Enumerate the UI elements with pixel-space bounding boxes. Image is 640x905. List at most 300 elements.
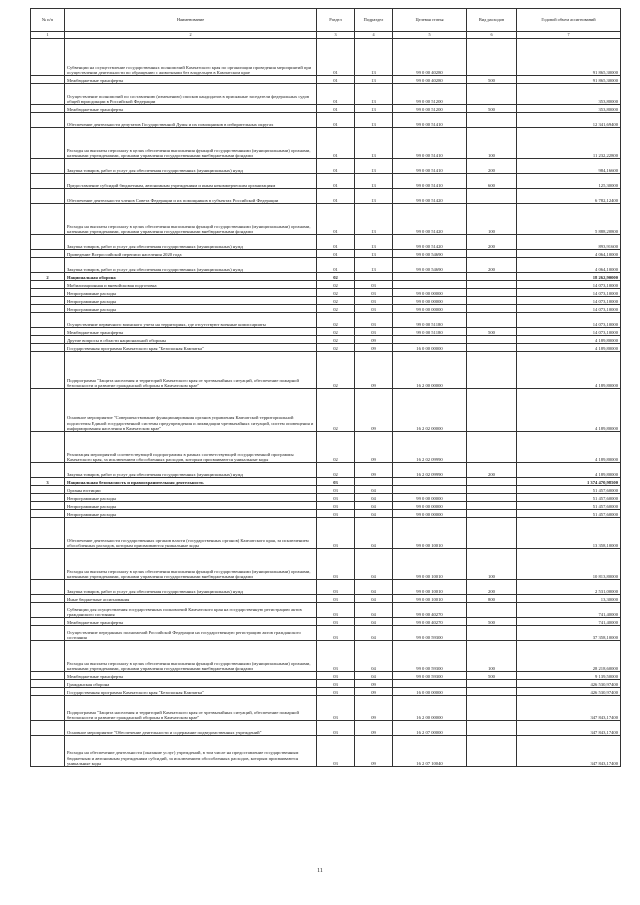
table-row xyxy=(31,297,621,305)
table-row xyxy=(31,250,621,258)
row-expense-cell: 200 xyxy=(467,463,517,478)
row-number-cell xyxy=(31,510,65,518)
row-name-cell: Расходы на выплаты персоналу в целях обеспечения выполнения функций государственными (муниципальными) органами, казенными учреждениями, органами управления государственными внебюджетными фондами xyxy=(65,128,317,159)
row-number-cell xyxy=(31,680,65,688)
row-name-cell: Расходы на выплаты персоналу в целях обеспечения выполнения функций государственными (муниципальными) органами, казенными учреждениями, органами управления государственными внебюджетными фондами xyxy=(65,641,317,672)
row-section-cell: 02 xyxy=(317,305,355,313)
row-subsection-cell: 04 xyxy=(355,595,393,603)
row-expense-cell xyxy=(467,680,517,688)
row-name-cell: Закупка товаров, работ и услуг для обеспечения государственных (муниципальных) нужд xyxy=(65,235,317,250)
row-name-cell: Обеспечение деятельности депутатов Государственной Думы и их помощников в избирательных округах xyxy=(65,113,317,128)
table-row xyxy=(31,328,621,336)
row-amount-cell: 125,30000 xyxy=(517,174,621,189)
row-expense-cell: 100 xyxy=(467,128,517,159)
row-target-cell: 99 0 00 51410 xyxy=(393,174,467,189)
row-expense-cell: 600 xyxy=(467,174,517,189)
row-target-cell: 16 0 00 00000 xyxy=(393,688,467,696)
row-section-cell: 02 xyxy=(317,336,355,344)
row-section-cell: 02 xyxy=(317,352,355,389)
row-section-cell: 01 xyxy=(317,76,355,84)
row-subsection-cell: 04 xyxy=(355,518,393,549)
row-amount-cell: 91 865,30000 xyxy=(517,76,621,84)
row-expense-cell xyxy=(467,84,517,105)
row-number-cell xyxy=(31,174,65,189)
row-target-cell: 99 0 00 00000 xyxy=(393,305,467,313)
row-subsection-cell: 04 xyxy=(355,641,393,672)
table-row xyxy=(31,502,621,510)
row-name-cell: Обеспечение деятельности членов Совета Федерации и их помощников в субъектах Российской Федерации xyxy=(65,189,317,204)
row-target-cell: 99 0 00 59300 xyxy=(393,672,467,680)
row-section-cell: 03 xyxy=(317,478,355,486)
row-subsection-cell: 04 xyxy=(355,618,393,626)
row-name-cell: Национальная оборона xyxy=(65,273,317,281)
row-amount-cell: 6 782,12400 xyxy=(517,189,621,204)
row-subsection-cell: 04 xyxy=(355,549,393,580)
table-row xyxy=(31,305,621,313)
row-section-cell: 03 xyxy=(317,510,355,518)
table-row xyxy=(31,549,621,580)
table-row xyxy=(31,389,621,432)
row-section-cell: 03 xyxy=(317,494,355,502)
row-section-cell: 01 xyxy=(317,189,355,204)
row-target-cell: 99 0 00 51180 xyxy=(393,328,467,336)
row-expense-cell xyxy=(467,189,517,204)
row-amount-cell: 14 073,10000 xyxy=(517,297,621,305)
row-section-cell: 03 xyxy=(317,696,355,721)
row-subsection-cell: 13 xyxy=(355,235,393,250)
row-amount-cell: 14 073,10000 xyxy=(517,281,621,289)
row-number-cell xyxy=(31,344,65,352)
row-name-cell: Иные бюджетные ассигнования xyxy=(65,595,317,603)
row-subsection-cell: 13 xyxy=(355,159,393,174)
table-row xyxy=(31,235,621,250)
table-row xyxy=(31,688,621,696)
row-name-cell: Мобилизационная и вневойсковая подготовка xyxy=(65,281,317,289)
row-number-cell xyxy=(31,688,65,696)
row-amount-cell: 4 189,80000 xyxy=(517,463,621,478)
table-row xyxy=(31,696,621,721)
row-number-cell: 3 xyxy=(31,478,65,486)
row-amount-cell: 51 457,60000 xyxy=(517,502,621,510)
row-amount-cell: 1 374 470,98500 xyxy=(517,478,621,486)
row-section-cell: 02 xyxy=(317,344,355,352)
row-subsection-cell: 13 xyxy=(355,250,393,258)
row-section-cell: 01 xyxy=(317,84,355,105)
row-subsection-cell: 04 xyxy=(355,494,393,502)
row-target-cell xyxy=(393,336,467,344)
row-name-cell: Закупка товаров, работ и услуг для обеспечения государственных (муниципальных) нужд xyxy=(65,159,317,174)
row-number-cell xyxy=(31,736,65,767)
row-name-cell: Межбюджетные трансферты xyxy=(65,76,317,84)
table-row xyxy=(31,128,621,159)
row-section-cell: 03 xyxy=(317,549,355,580)
row-number-cell xyxy=(31,432,65,463)
header-subsection: Подраздел xyxy=(355,9,393,32)
row-amount-cell: 51 457,60000 xyxy=(517,486,621,494)
row-number-cell xyxy=(31,352,65,389)
row-expense-cell: 500 xyxy=(467,328,517,336)
row-target-cell xyxy=(393,680,467,688)
table-row xyxy=(31,39,621,76)
row-target-cell: 16 2 07 00000 xyxy=(393,721,467,736)
row-target-cell: 99 0 00 00000 xyxy=(393,289,467,297)
document-page xyxy=(30,8,620,767)
row-name-cell: Реализация мероприятий соответствующей подпрограммы в рамках соответствующей государственной программы Камчатского края, за исключением обособленных расходов, которым присваиваются уникальные коды xyxy=(65,432,317,463)
row-name-cell: Непрограммные расходы xyxy=(65,510,317,518)
row-amount-cell: 14 073,10000 xyxy=(517,313,621,328)
row-subsection-cell: 13 xyxy=(355,258,393,273)
row-expense-cell xyxy=(467,273,517,281)
row-number-cell xyxy=(31,641,65,672)
row-amount-cell: 4 189,80000 xyxy=(517,352,621,389)
table-row xyxy=(31,478,621,486)
index-cell: 3 xyxy=(317,32,355,39)
row-subsection-cell: 13 xyxy=(355,39,393,76)
table-row xyxy=(31,672,621,680)
row-subsection-cell: 03 xyxy=(355,289,393,297)
table-row xyxy=(31,603,621,618)
row-target-cell: 99 0 00 59300 xyxy=(393,641,467,672)
row-target-cell: 99 0 00 51410 xyxy=(393,159,467,174)
row-subsection-cell: 09 xyxy=(355,344,393,352)
row-target-cell: 16 2 02 09990 xyxy=(393,432,467,463)
row-target-cell: 99 0 00 51420 xyxy=(393,235,467,250)
row-number-cell xyxy=(31,76,65,84)
row-expense-cell xyxy=(467,603,517,618)
row-target-cell: 99 0 00 54690 xyxy=(393,258,467,273)
row-expense-cell: 200 xyxy=(467,258,517,273)
table-row xyxy=(31,113,621,128)
row-amount-cell: 14 073,10000 xyxy=(517,305,621,313)
table-row xyxy=(31,618,621,626)
table-row xyxy=(31,105,621,113)
row-expense-cell xyxy=(467,696,517,721)
row-subsection-cell: 04 xyxy=(355,626,393,641)
row-subsection-cell: 13 xyxy=(355,204,393,235)
table-row xyxy=(31,626,621,641)
row-number-cell xyxy=(31,603,65,618)
table-row xyxy=(31,721,621,736)
row-section-cell: 03 xyxy=(317,518,355,549)
row-number-cell xyxy=(31,189,65,204)
row-amount-cell: 51 457,60000 xyxy=(517,494,621,502)
row-expense-cell: 200 xyxy=(467,580,517,595)
row-name-cell: Субвенции для осуществления государственных полномочий Камчатского края на государственную регистрацию актов гражданского состояния xyxy=(65,603,317,618)
row-amount-cell: 4 189,80000 xyxy=(517,336,621,344)
row-number-cell xyxy=(31,502,65,510)
row-amount-cell: 741,40000 xyxy=(517,618,621,626)
row-subsection-cell: 04 xyxy=(355,486,393,494)
row-section-cell: 03 xyxy=(317,595,355,603)
row-expense-cell xyxy=(467,502,517,510)
row-number-cell xyxy=(31,595,65,603)
row-expense-cell: 200 xyxy=(467,159,517,174)
row-number-cell xyxy=(31,494,65,502)
row-target-cell: 99 0 00 54690 xyxy=(393,250,467,258)
table-row xyxy=(31,189,621,204)
row-section-cell: 01 xyxy=(317,235,355,250)
table-row xyxy=(31,76,621,84)
row-target-cell: 99 0 00 40280 xyxy=(393,39,467,76)
row-number-cell xyxy=(31,721,65,736)
row-subsection-cell xyxy=(355,478,393,486)
table-header-row xyxy=(31,9,621,32)
row-section-cell: 02 xyxy=(317,273,355,281)
row-name-cell: Непрограммные расходы xyxy=(65,494,317,502)
row-target-cell: 16 2 02 09990 xyxy=(393,463,467,478)
header-amount: Годовой объем ассигнований xyxy=(517,9,621,32)
row-section-cell: 03 xyxy=(317,641,355,672)
row-number-cell xyxy=(31,289,65,297)
row-target-cell: 16 2 02 00000 xyxy=(393,389,467,432)
row-number-cell xyxy=(31,258,65,273)
row-name-cell: Национальная безопасность и правоохранительная деятельность xyxy=(65,478,317,486)
row-name-cell: Другие вопросы в области национальной обороны xyxy=(65,336,317,344)
row-subsection-cell: 03 xyxy=(355,313,393,328)
header-num: № п/п xyxy=(31,9,65,32)
row-subsection-cell: 13 xyxy=(355,174,393,189)
row-name-cell: Расходы на выплаты персоналу в целях обеспечения выполнения функций государственными (муниципальными) органами, казенными учреждениями, органами управления государственными внебюджетными фондами xyxy=(65,204,317,235)
table-row xyxy=(31,344,621,352)
row-name-cell: Закупка товаров, работ и услуг для обеспечения государственных (муниципальных) нужд xyxy=(65,258,317,273)
row-amount-cell: 4 064,10000 xyxy=(517,250,621,258)
row-subsection-cell: 09 xyxy=(355,463,393,478)
row-name-cell: Непрограммные расходы xyxy=(65,289,317,297)
index-cell: 1 xyxy=(31,32,65,39)
row-section-cell: 01 xyxy=(317,128,355,159)
row-target-cell: 99 0 00 40270 xyxy=(393,603,467,618)
row-section-cell: 02 xyxy=(317,389,355,432)
row-target-cell xyxy=(393,486,467,494)
row-number-cell xyxy=(31,486,65,494)
page-number: 11 xyxy=(317,868,323,874)
row-target-cell: 99 0 00 10010 xyxy=(393,549,467,580)
row-section-cell: 01 xyxy=(317,105,355,113)
row-name-cell: Осуществление полномочий по составлению (изменению) списков кандидатов в присяжные заседатели федеральных судов общей юрисдикции в Российской Федерации xyxy=(65,84,317,105)
table-row xyxy=(31,580,621,595)
row-amount-cell: 11 232,22800 xyxy=(517,128,621,159)
row-subsection-cell: 09 xyxy=(355,336,393,344)
row-amount-cell: 14 073,10000 xyxy=(517,328,621,336)
row-number-cell xyxy=(31,105,65,113)
row-name-cell: Обеспечение деятельности государственных органов власти (государственных органов) Камчатского края, за исключением обособленных расходов, которым присваиваются уникальные коды xyxy=(65,518,317,549)
row-amount-cell: 91 865,30000 xyxy=(517,39,621,76)
row-amount-cell: 4 064,10000 xyxy=(517,258,621,273)
row-target-cell: 99 0 00 10010 xyxy=(393,595,467,603)
row-name-cell: Субвенции на осуществление государственных полномочий Камчатского края по организации проведения мероприятий при осуществлении деятельности по обращению с животными без владельцев в Камчатском крае xyxy=(65,39,317,76)
row-name-cell: Проведение Всероссийской переписи населения 2020 года xyxy=(65,250,317,258)
table-row xyxy=(31,486,621,494)
row-name-cell: Межбюджетные трансферты xyxy=(65,618,317,626)
row-expense-cell xyxy=(467,510,517,518)
row-number-cell xyxy=(31,297,65,305)
row-subsection-cell: 13 xyxy=(355,76,393,84)
row-section-cell: 02 xyxy=(317,281,355,289)
row-subsection-cell: 04 xyxy=(355,580,393,595)
table-row xyxy=(31,432,621,463)
row-name-cell: Непрограммные расходы xyxy=(65,502,317,510)
row-target-cell: 16 0 00 00000 xyxy=(393,344,467,352)
row-number-cell xyxy=(31,159,65,174)
row-subsection-cell xyxy=(355,273,393,281)
row-target-cell: 99 0 00 10010 xyxy=(393,580,467,595)
header-target: Целевая статья xyxy=(393,9,467,32)
header-section: Раздел xyxy=(317,9,355,32)
row-amount-cell: 347 843,17400 xyxy=(517,721,621,736)
row-name-cell: Межбюджетные трансферты xyxy=(65,328,317,336)
row-name-cell: Осуществление первичного воинского учета на территориях, где отсутствуют военные комиссариаты xyxy=(65,313,317,328)
table-row xyxy=(31,463,621,478)
row-section-cell: 01 xyxy=(317,159,355,174)
row-amount-cell: 13,30000 xyxy=(517,595,621,603)
row-expense-cell xyxy=(467,626,517,641)
row-amount-cell: 353,80000 xyxy=(517,105,621,113)
row-name-cell: Межбюджетные трансферты xyxy=(65,105,317,113)
row-number-cell xyxy=(31,518,65,549)
row-target-cell: 16 2 07 10040 xyxy=(393,736,467,767)
row-number-cell xyxy=(31,389,65,432)
row-section-cell: 01 xyxy=(317,258,355,273)
row-name-cell: Осуществление переданных полномочий Российской Федерации на государственную регистрацию актов гражданского состояния xyxy=(65,626,317,641)
row-number-cell: 2 xyxy=(31,273,65,281)
row-expense-cell xyxy=(467,389,517,432)
row-section-cell: 01 xyxy=(317,39,355,76)
row-amount-cell: 5 888,20800 xyxy=(517,204,621,235)
row-expense-cell xyxy=(467,494,517,502)
row-section-cell: 02 xyxy=(317,297,355,305)
row-name-cell: Непрограммные расходы xyxy=(65,297,317,305)
row-amount-cell: 4 189,80000 xyxy=(517,344,621,352)
row-amount-cell: 14 073,10000 xyxy=(517,289,621,297)
row-number-cell xyxy=(31,250,65,258)
row-expense-cell: 500 xyxy=(467,76,517,84)
row-section-cell: 02 xyxy=(317,289,355,297)
row-target-cell: 99 0 00 51410 xyxy=(393,113,467,128)
row-subsection-cell: 09 xyxy=(355,696,393,721)
table-row xyxy=(31,736,621,767)
row-expense-cell: 800 xyxy=(467,595,517,603)
row-name-cell: Предоставление субсидий бюджетным, автономным учреждениям и иным некоммерческим организациям xyxy=(65,174,317,189)
row-section-cell: 02 xyxy=(317,463,355,478)
row-section-cell: 03 xyxy=(317,580,355,595)
row-number-cell xyxy=(31,128,65,159)
row-section-cell: 01 xyxy=(317,113,355,128)
table-row xyxy=(31,258,621,273)
row-expense-cell xyxy=(467,736,517,767)
table-row xyxy=(31,84,621,105)
row-expense-cell: 500 xyxy=(467,618,517,626)
row-amount-cell: 4 189,80000 xyxy=(517,389,621,432)
row-number-cell xyxy=(31,84,65,105)
row-expense-cell xyxy=(467,688,517,696)
header-expense: Вид расходов xyxy=(467,9,517,32)
row-section-cell: 01 xyxy=(317,174,355,189)
table-row xyxy=(31,352,621,389)
row-subsection-cell: 13 xyxy=(355,128,393,159)
row-number-cell xyxy=(31,463,65,478)
table-row xyxy=(31,204,621,235)
row-subsection-cell: 13 xyxy=(355,189,393,204)
row-target-cell xyxy=(393,281,467,289)
index-cell: 7 xyxy=(517,32,621,39)
row-amount-cell: 10 813,80000 xyxy=(517,549,621,580)
row-section-cell: 03 xyxy=(317,486,355,494)
row-amount-cell: 4 189,80000 xyxy=(517,432,621,463)
row-expense-cell xyxy=(467,289,517,297)
row-amount-cell: 426 530,97400 xyxy=(517,680,621,688)
row-number-cell xyxy=(31,305,65,313)
row-subsection-cell: 09 xyxy=(355,680,393,688)
row-section-cell: 03 xyxy=(317,736,355,767)
row-name-cell: Межбюджетные трансферты xyxy=(65,672,317,680)
row-expense-cell xyxy=(467,352,517,389)
row-target-cell: 99 0 00 00000 xyxy=(393,502,467,510)
row-target-cell: 99 0 00 40280 xyxy=(393,76,467,84)
row-amount-cell: 2 531,00000 xyxy=(517,580,621,595)
table-row xyxy=(31,510,621,518)
row-amount-cell: 37 358,10000 xyxy=(517,626,621,641)
table-row xyxy=(31,641,621,672)
row-subsection-cell: 04 xyxy=(355,502,393,510)
row-expense-cell: 100 xyxy=(467,204,517,235)
table-row xyxy=(31,680,621,688)
row-number-cell xyxy=(31,113,65,128)
row-subsection-cell: 09 xyxy=(355,721,393,736)
row-expense-cell: 100 xyxy=(467,641,517,672)
table-body xyxy=(31,39,621,767)
row-target-cell: 99 0 00 40270 xyxy=(393,618,467,626)
row-number-cell xyxy=(31,618,65,626)
table-row xyxy=(31,273,621,281)
row-number-cell xyxy=(31,696,65,721)
row-target-cell: 99 0 00 51420 xyxy=(393,189,467,204)
table-row xyxy=(31,518,621,549)
row-subsection-cell: 09 xyxy=(355,389,393,432)
row-target-cell: 99 0 00 00000 xyxy=(393,510,467,518)
row-name-cell: Основное мероприятие "Совершенствование функционирования органов управления Камчатской территориальной подсистемы Единой государственной системы предупреждения и ликвидации чрезвычайных ситуаций, систем оповещения и информирования населения в Камчатском крае" xyxy=(65,389,317,432)
row-number-cell xyxy=(31,580,65,595)
table-row xyxy=(31,289,621,297)
row-amount-cell: 426 530,97400 xyxy=(517,688,621,696)
row-name-cell: Закупка товаров, работ и услуг для обеспечения государственных (муниципальных) нужд xyxy=(65,580,317,595)
table-row xyxy=(31,494,621,502)
row-subsection-cell: 03 xyxy=(355,328,393,336)
row-subsection-cell: 09 xyxy=(355,736,393,767)
row-subsection-cell: 09 xyxy=(355,688,393,696)
row-number-cell xyxy=(31,626,65,641)
row-section-cell: 02 xyxy=(317,328,355,336)
table-row xyxy=(31,595,621,603)
row-subsection-cell: 03 xyxy=(355,281,393,289)
row-section-cell: 03 xyxy=(317,502,355,510)
row-subsection-cell: 04 xyxy=(355,510,393,518)
row-name-cell: Подпрограмма "Защита населения и территорий Камчатского края от чрезвычайных ситуаций, обеспечение пожарной безопасности и развитие гражданской обороны в Камчатском крае" xyxy=(65,696,317,721)
column-index-row xyxy=(31,32,621,39)
row-subsection-cell: 09 xyxy=(355,352,393,389)
row-expense-cell xyxy=(467,721,517,736)
row-name-cell: Закупка товаров, работ и услуг для обеспечения государственных (муниципальных) нужд xyxy=(65,463,317,478)
row-name-cell: Органы юстиции xyxy=(65,486,317,494)
row-target-cell: 99 0 00 10010 xyxy=(393,518,467,549)
row-amount-cell: 18 262,90000 xyxy=(517,273,621,281)
budget-table xyxy=(30,8,621,767)
row-name-cell: Непрограммные расходы xyxy=(65,305,317,313)
row-subsection-cell: 04 xyxy=(355,672,393,680)
row-target-cell: 99 0 00 00000 xyxy=(393,494,467,502)
row-number-cell xyxy=(31,328,65,336)
row-target-cell: 99 0 00 51200 xyxy=(393,105,467,113)
row-subsection-cell: 09 xyxy=(355,432,393,463)
